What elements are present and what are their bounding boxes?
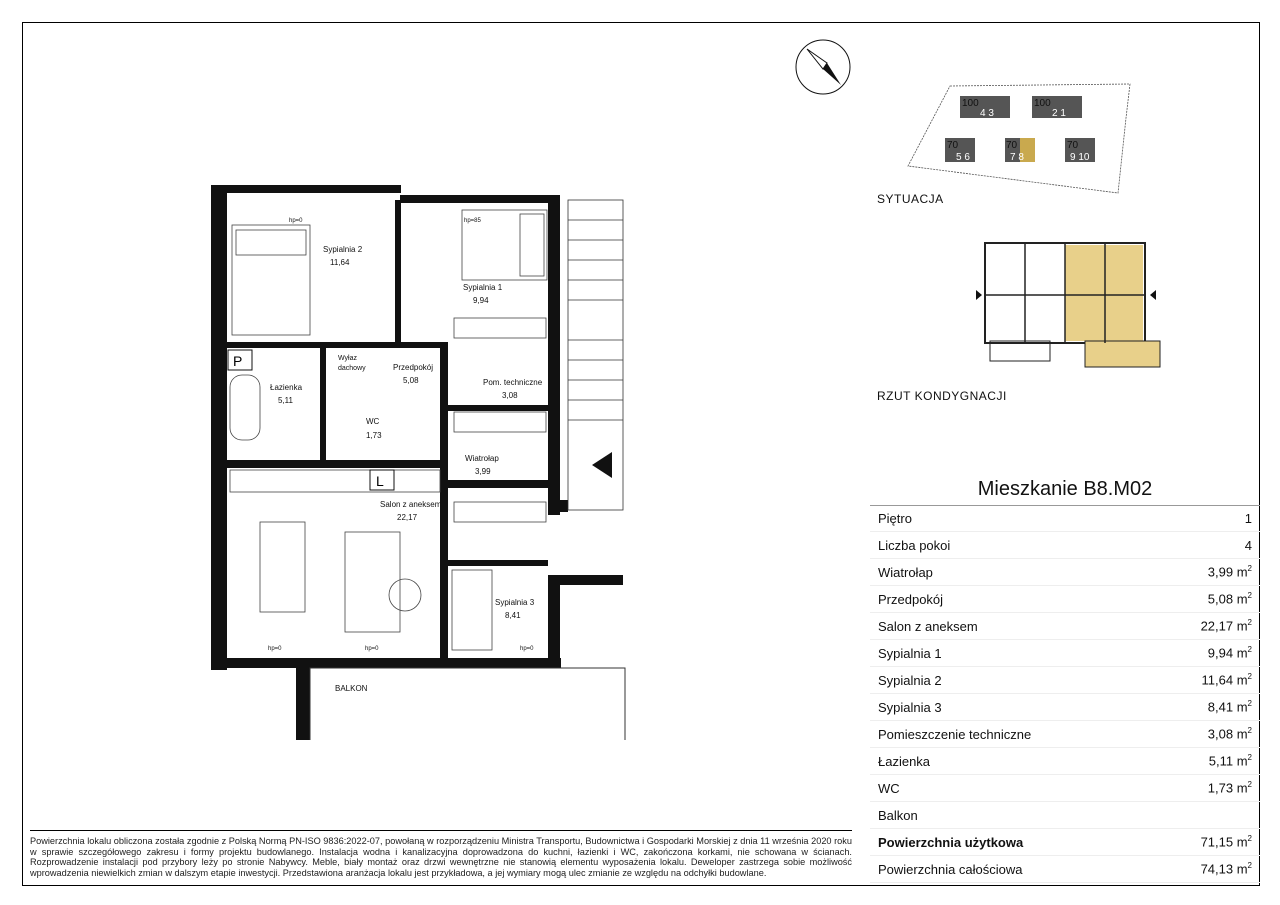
situation-size: 100 [1034,98,1051,109]
situation-size: 100 [962,98,979,109]
table-row-usable-area: Powierzchnia użytkowa 71,15 $m^2$ [870,829,1260,856]
north-arrow-icon [793,37,853,97]
situation-size: 70 [1006,140,1018,151]
hp-mark: hp=0 [289,218,303,224]
room-area: 1,73 [366,431,382,440]
hp-mark: hp=0 [365,646,379,652]
balcony-outline [310,668,625,740]
furniture [230,210,547,650]
unit-title: Mieszkanie B8.M02 [977,478,1153,500]
situation-size: 70 [947,140,959,151]
room-area: 5,08 [403,376,419,385]
footnote-divider [30,830,852,831]
situation-map [900,78,1140,198]
room-area: 9,94 [473,296,489,305]
floor-plan-label: RZUT KONDYGNACJI [877,389,1007,403]
table-row: Balkon [870,802,1260,829]
table-row-total-area: Powierzchnia całościowa 74,13 $m^2$ [870,856,1260,883]
room-name: Wiatrołap [465,454,499,463]
table-row: Piętro 1 [870,505,1260,532]
situation-numbers: 2 1 [1052,108,1066,119]
hp-mark: hp=0 [268,646,282,652]
room-name: Sypialnia 1 [463,283,503,292]
situation-numbers: 5 6 [956,152,970,163]
hp-mark: hp=0 [520,646,534,652]
balcony-label: BALKON [335,684,368,693]
situation-numbers: 7 8 [1010,152,1024,163]
room-area: 8,41 [505,611,521,620]
room-area: 22,17 [397,513,418,522]
room-area: 3,99 [475,467,491,476]
room-area: 5,11 [278,396,293,405]
area-table [870,505,1260,883]
entrance-arrow-icon [592,452,612,478]
room-name: Salon z aneksem [380,500,442,509]
room-name: Sypialnia 2 [323,245,363,254]
table-row: Salon z aneksem 22,17 $m^2$ [870,613,1260,640]
table-row: Przedpokój 5,08 $m^2$ [870,586,1260,613]
floor-plan [0,180,640,740]
hp-mark: hp=85 [464,218,481,224]
situation-label: SYTUACJA [877,192,944,206]
table-row: Liczba pokoi 4 [870,532,1260,559]
table-row: Łazienka 5,11 $m^2$ [870,748,1260,775]
room-name: Pom. techniczne [483,378,543,387]
roof-exit-label-1: Wyłaz [338,355,357,362]
room-name: Sypialnia 3 [495,598,535,607]
footnote: Powierzchnia lokalu obliczona została zgodnie z Polską Normą PN-ISO 9836:2022-07, powołaną w rozporządzeniu Ministra Transportu, Budownictwa i Gospodarki Morskiej z dnia 11 września 2020 roku w sprawie szczegółowego zakresu i formy projektu budowlanego. Instalacja wodna i kanalizacyjna doprowadzona do kuchni, łazienki i WC, zakończona korkami, nie schowana w ścianach. Rozprowadzenie instalacji pod przybory leży po stronie Nabywcy. Meble, biały montaż oraz drzwi wewnętrzne nie stanowią elementu wyposażenia lokalu. Deweloper zastrzega sobie możliwość wprowadzenia niewielkich zmian w dalszym etapie inwestycji. Przedstawiona aranżacja lokalu jest przykładowa, a jej wymiary mogą ulec zmianie ze względu na odchyłki budowlane. [30,836,852,878]
room-name: Przedpokój [393,363,434,372]
room-area: 11,64 [330,258,350,267]
table-row: Sypialnia 3 8,41 $m^2$ [870,694,1260,721]
table-row: Pomieszczenie techniczne 3,08 $m^2$ [870,721,1260,748]
table-row: Sypialnia 2 11,64 $m^2$ [870,667,1260,694]
room-name: Łazienka [270,383,303,392]
situation-size: 70 [1067,140,1079,151]
table-row: Sypialnia 1 9,94 $m^2$ [870,640,1260,667]
floor-overview [970,235,1170,375]
situation-numbers: 9 10 [1070,152,1090,163]
room-area: 3,08 [502,391,518,400]
table-row: WC 1,73 $m^2$ [870,775,1260,802]
l-marker: L [376,473,384,489]
room-name: WC [366,417,380,426]
p-marker: P [233,353,243,369]
roof-exit-label-2: dachowy [338,365,366,372]
walls [211,185,623,740]
table-row: Wiatrołap 3,99 $m^2$ [870,559,1260,586]
situation-numbers: 4 3 [980,108,994,119]
